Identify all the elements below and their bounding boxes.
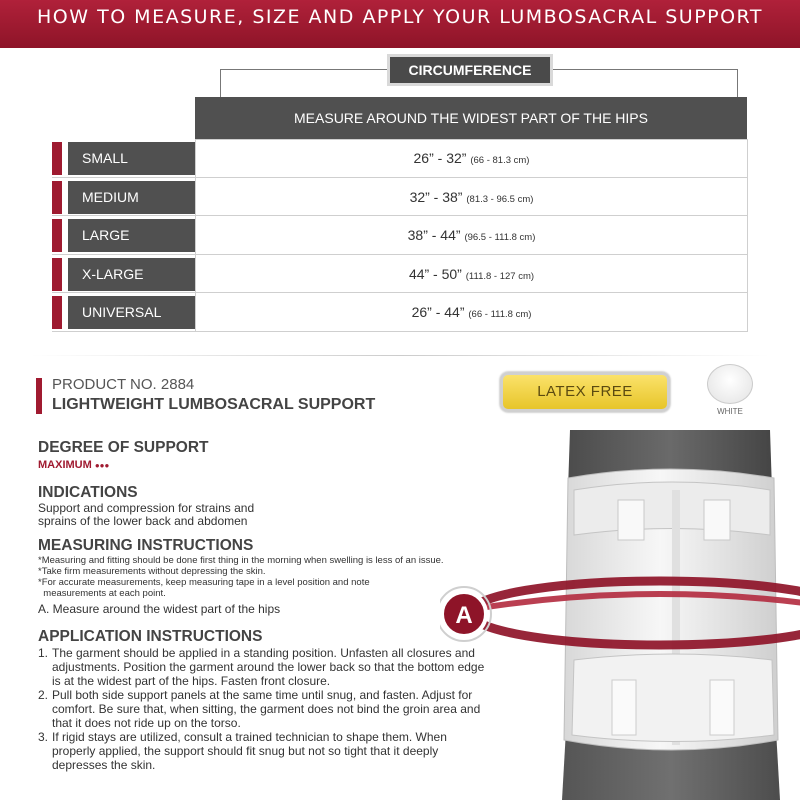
support-level bbox=[38, 459, 109, 471]
application-steps bbox=[38, 646, 488, 772]
range-inches: 38” - 44” bbox=[407, 227, 461, 243]
marker-a-label: A bbox=[455, 602, 473, 629]
step-text: Pull both side support panels at the same time until snug, and fasten. Adjust for comfort. Be sure that, when sitting, the garment does not bind the groin area and that it does not ride up on the torso. bbox=[52, 688, 481, 730]
step-number: 2. bbox=[38, 688, 49, 702]
brace-lower-panel bbox=[572, 654, 774, 742]
range-cm: (96.5 - 111.8 cm) bbox=[464, 232, 536, 243]
list-item bbox=[38, 646, 488, 688]
size-range bbox=[195, 255, 748, 294]
table-row bbox=[52, 139, 748, 178]
list-item bbox=[38, 730, 488, 772]
list-item bbox=[38, 688, 488, 730]
range-inches: 26” - 44” bbox=[411, 304, 465, 320]
size-range bbox=[195, 293, 748, 332]
product-accent-bar bbox=[36, 378, 42, 414]
measuring-step-a: A. Measure around the widest part of the hips bbox=[38, 602, 281, 616]
range-cm: (66 - 81.3 cm) bbox=[470, 155, 530, 166]
measure-header: MEASURE AROUND THE WIDEST PART OF THE HIPS bbox=[195, 97, 747, 139]
brace-stay bbox=[618, 500, 644, 540]
measuring-note: *Take firm measurements without depressing the skin. bbox=[38, 566, 266, 577]
step-number: 3. bbox=[38, 730, 49, 744]
table-row bbox=[52, 216, 748, 255]
page-title: HOW TO MEASURE, SIZE AND APPLY YOUR LUMBOSACRAL SUPPORT bbox=[37, 6, 763, 28]
support-dots: ●●● bbox=[94, 461, 110, 470]
brace-stay bbox=[704, 500, 730, 540]
size-label: LARGE bbox=[68, 219, 195, 252]
size-label: X-LARGE bbox=[68, 258, 195, 291]
range-cm: (81.3 - 96.5 cm) bbox=[466, 193, 534, 205]
measuring-note: measurements at each point. bbox=[38, 588, 166, 599]
brace-stay bbox=[612, 680, 636, 735]
range-inches: 32” - 38” bbox=[409, 188, 463, 205]
support-title: DEGREE OF SUPPORT bbox=[38, 439, 209, 456]
size-label: MEDIUM bbox=[68, 181, 195, 214]
latex-free-badge: LATEX FREE bbox=[500, 372, 670, 412]
product-photo bbox=[440, 430, 800, 800]
color-swatch bbox=[707, 364, 753, 404]
support-level-text: MAXIMUM bbox=[38, 459, 92, 471]
measuring-note: *For accurate measurements, keep measuring tape in a level position and note bbox=[38, 577, 370, 588]
size-label: SMALL bbox=[68, 142, 195, 175]
row-accent bbox=[52, 142, 62, 175]
indications-text: sprains of the lower back and abdomen bbox=[38, 514, 248, 528]
row-accent bbox=[52, 258, 62, 291]
color-swatch-label: WHITE bbox=[717, 407, 743, 416]
section-divider bbox=[30, 355, 770, 356]
range-cm: (66 - 111.8 cm) bbox=[468, 309, 532, 320]
application-title: APPLICATION INSTRUCTIONS bbox=[38, 628, 263, 645]
table-row bbox=[52, 178, 748, 217]
size-table bbox=[52, 139, 748, 332]
range-inches: 44” - 50” bbox=[408, 265, 462, 282]
table-row bbox=[52, 255, 748, 294]
row-accent bbox=[52, 181, 62, 214]
size-range bbox=[195, 216, 748, 255]
size-range bbox=[195, 139, 748, 178]
step-text: If rigid stays are utilized, consult a trained technician to shape them. When properly applied, the support should fit snug but not so tight that it deeply depresses the skin. bbox=[52, 730, 447, 772]
size-label: UNIVERSAL bbox=[68, 296, 195, 329]
brace-stay bbox=[710, 680, 734, 735]
table-row bbox=[52, 293, 748, 332]
row-accent bbox=[52, 296, 62, 329]
step-text: The garment should be applied in a standing position. Unfasten all closures and adjustments. Position the garment around the lower back so that the bottom edge is at the widest part of the hips. Fasten front closure. bbox=[52, 646, 485, 688]
size-range bbox=[195, 178, 748, 217]
product-number: PRODUCT NO. 2884 bbox=[52, 376, 195, 393]
circumference-label: CIRCUMFERENCE bbox=[387, 54, 553, 86]
step-number: 1. bbox=[38, 646, 49, 660]
measuring-title: MEASURING INSTRUCTIONS bbox=[38, 537, 254, 554]
indications-text: Support and compression for strains and bbox=[38, 501, 255, 515]
range-cm: (111.8 - 127 cm) bbox=[465, 270, 535, 282]
marker-a-icon bbox=[440, 587, 491, 641]
measuring-note: *Measuring and fitting should be done first thing in the morning when swelling is less of an issue. bbox=[38, 555, 444, 566]
header-banner bbox=[0, 0, 800, 48]
indications-title: INDICATIONS bbox=[38, 484, 138, 501]
product-name: LIGHTWEIGHT LUMBOSACRAL SUPPORT bbox=[52, 396, 376, 413]
range-inches: 26” - 32” bbox=[413, 150, 467, 166]
row-accent bbox=[52, 219, 62, 252]
